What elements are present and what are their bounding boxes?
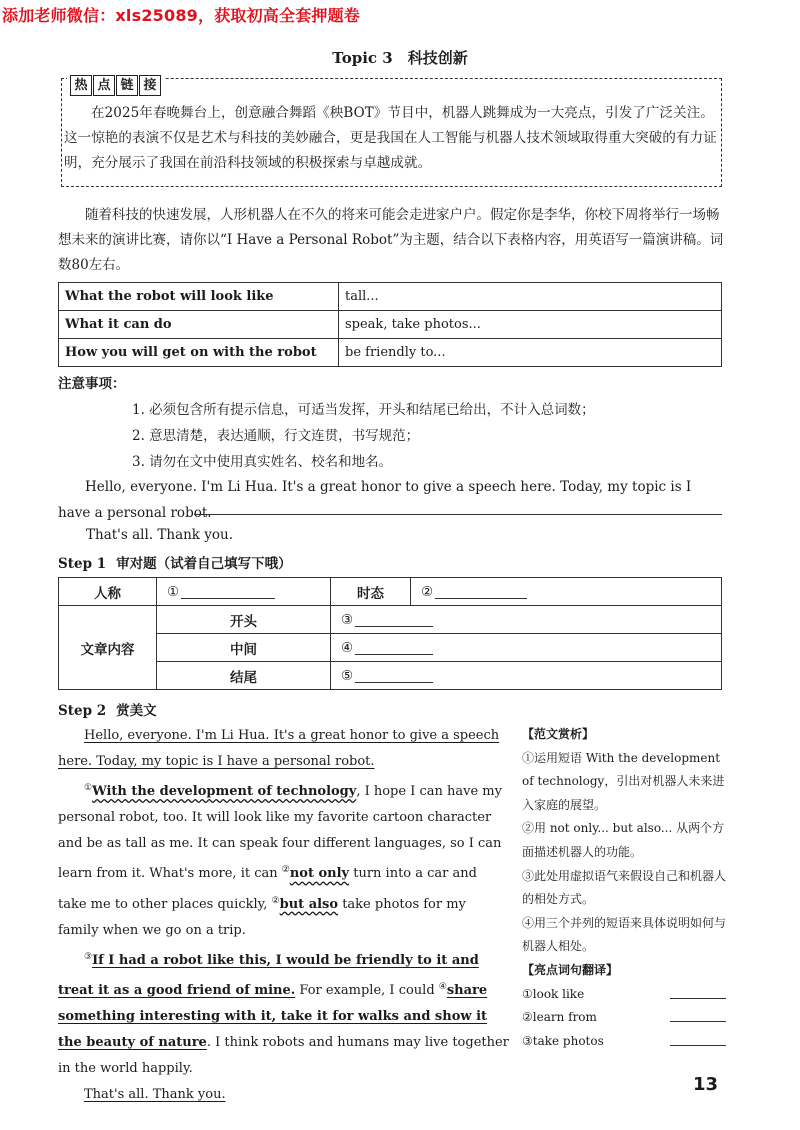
speech-closing: That's all. Thank you. [86,527,234,543]
essay-paragraph [58,944,509,1082]
translation-phrase: ③take photos [522,1033,604,1048]
table-row [59,311,722,339]
sidebar-heading: 【范文赏析】 [522,727,595,741]
step2-heading [58,699,157,719]
model-essay [58,723,509,1108]
answer-blank[interactable] [355,669,433,683]
table-cell: 结尾 [157,662,331,690]
table-cell: speak, take photos... [339,311,722,339]
answer-blank[interactable] [355,613,433,627]
answer-cell[interactable] [331,606,722,634]
marker: ③ [84,951,93,962]
table-row [59,606,722,634]
essay-text: . I think robots and humans may live together in the world happily. [58,1035,509,1077]
step2-number: Step 2 [58,703,107,719]
essay-paragraph [58,1082,509,1108]
speech-opening: Hello, everyone. I'm Li Hua. It's a great honor to give a speech here. Today, my topic is I have a personal robot. [58,479,692,521]
translation-phrase: ①look like [522,986,585,1001]
table-cell: be friendly to... [339,339,722,367]
answer-cell[interactable] [157,578,331,606]
essay-text: turn into a car and take me to other places quickly, [58,866,477,912]
essay-text: For example, I could [295,982,439,998]
answer-cell[interactable] [411,578,722,606]
step1-label: 审对题（试着自己填写下哦） [116,556,292,572]
tag-char: 链 [116,75,138,96]
analysis-item: ②用 not only... but also... 从两个方面描述机器人的功能。 [522,821,725,859]
table-cell: What it can do [59,311,339,339]
answer-blank[interactable] [181,585,275,599]
translation-phrase: ②learn from [522,1010,597,1025]
table-cell: 时态 [331,578,411,606]
analysis-sidebar [522,723,726,1053]
table-row [59,339,722,367]
note-item: 1. 必须包含所有提示信息，可适当发挥，开头和结尾已给出，不计入总词数； [132,402,595,418]
essay-opening: Hello, everyone. I'm Li Hua. It's a great honor to give a speech here. Today, my topic is I have a personal robot. [58,728,500,770]
page-number: 13 [693,1074,719,1095]
translation-item [522,983,726,1007]
note-item: 2. 意思清楚，表达通顺，行文连贯，书写规范； [132,428,420,444]
table-row [59,283,722,311]
highlight-phrase: With the development of technology [92,784,357,800]
highlight-phrase: not only [289,866,350,882]
marker: ② [281,865,290,876]
essay-closing: That's all. Thank you. [84,1087,226,1103]
highlight-phrase: share something interesting with it, take it for walks and show it the beauty of nature [58,982,488,1051]
table-cell: 开头 [157,606,331,634]
step1-number: Step 1 [58,556,107,572]
marker: ② [271,895,280,906]
table-cell: What the robot will look like [59,283,339,311]
marker: ③ [341,611,354,628]
marker: ① [84,783,93,794]
table-row [59,662,722,690]
task-intro: 随着科技的快速发展，人形机器人在不久的将来可能会走进家户户。假定你是李华，你校下周将举行一场畅想未来的演讲比赛，请你以“I Have a Personal Robot”为主题，结合以下表格内容，用英语写一篇演讲稿。词数80左右。 [58,207,724,273]
tag-char: 热 [70,75,92,96]
hot-topic-tag [67,75,165,96]
step1-table [58,577,722,690]
essay-paragraph [58,775,509,944]
answer-blank[interactable] [355,641,433,655]
analysis-item: ③此处用虚拟语气来假设自己和机器人的相处方式。 [522,868,727,907]
page-title: Topic 3 科技创新 [332,49,468,67]
table-cell: 中间 [157,634,331,662]
answer-blank[interactable] [670,1008,726,1022]
tag-char: 点 [93,75,115,96]
table-cell: tall... [339,283,722,311]
sidebar-heading: 【亮点词句翻译】 [522,962,619,977]
translation-item [522,1030,726,1054]
essay-text: , I hope I can have my personal robot, too. It will look like my favorite cartoon character and be as tall as me. It can speak four different languages, so I can learn from it. What's more, it can [58,784,502,882]
hot-topic-text: 在2025年春晚舞台上，创意融合舞蹈《秧BOT》节目中，机器人跳舞成为一大亮点，引发了广泛关注。这一惊艳的表演不仅是艺术与科技的美妙融合，更是我国在人工智能与机器人技术领域取得重大突破的有力证明，充分展示了我国在前沿科技领域的积极探索与卓越成就。 [64,105,717,171]
highlight-phrase: but also [279,896,339,912]
table-cell: 人称 [59,578,157,606]
note-item: 3. 请勿在文中使用真实姓名、校名和地名。 [132,454,393,470]
table-row [59,634,722,662]
tag-char: 接 [139,75,161,96]
analysis-item: ①运用短语 With the development of technology，引出对机器人未来进入家庭的展望。 [522,750,725,812]
marker: ⑤ [341,667,354,684]
step2-label: 赏美文 [116,703,157,719]
marker: ④ [438,981,447,992]
table-row [59,578,722,606]
writing-blank[interactable] [194,514,722,515]
translation-item [522,1006,726,1030]
step1-heading [58,552,292,572]
analysis-item: ④用三个并列的短语来具体说明如何与机器人相处。 [522,915,727,954]
promo-banner: 添加老师微信：xls25089，获取初高全套押题卷 [2,6,360,25]
requirements-table [58,282,722,367]
marker: ① [167,583,180,600]
highlight-phrase: If I had a robot like this, I would be friendly to it and treat it as a good friend of mine. [58,952,479,998]
notes-title: 注意事项： [58,376,126,392]
essay-text: take photos for my family when we go on a trip. [58,896,466,938]
marker: ② [421,583,434,600]
table-cell: How you will get on with the robot [59,339,339,367]
answer-cell[interactable] [331,662,722,690]
marker: ④ [341,639,354,656]
table-cell: 文章内容 [59,606,157,690]
answer-cell[interactable] [331,634,722,662]
answer-blank[interactable] [435,585,527,599]
essay-paragraph [58,723,509,775]
answer-blank[interactable] [670,1032,726,1046]
answer-blank[interactable] [670,985,726,999]
